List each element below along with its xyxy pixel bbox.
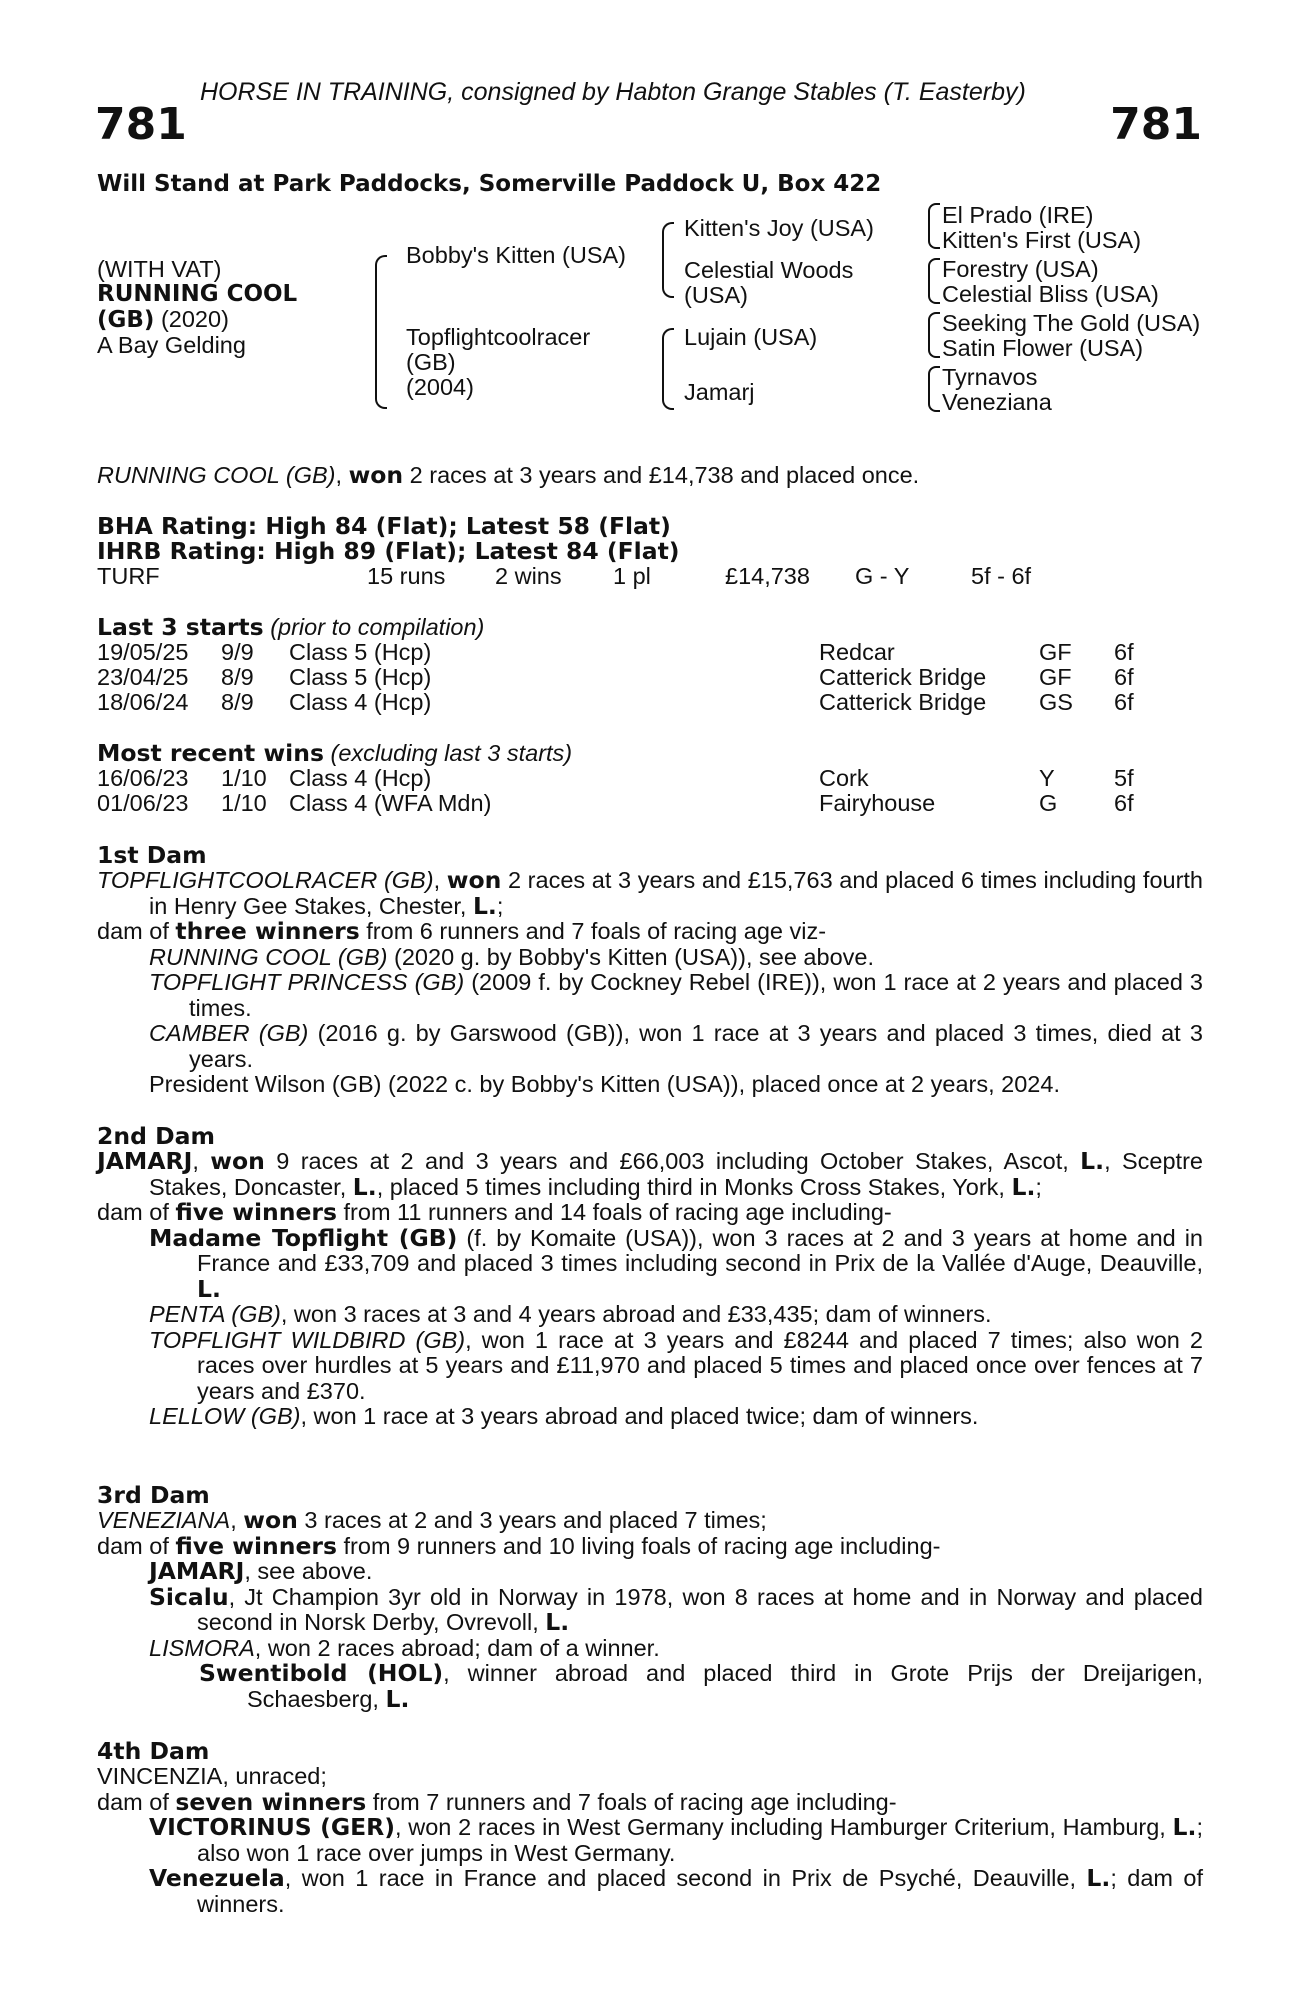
- dam3-section: [97, 1508, 1203, 1712]
- dam3-text: 3 races at 2 and 3 years and placed 7 times;: [297, 1507, 767, 1533]
- race-date: 01/06/23: [97, 790, 189, 816]
- progeny-text: (2020 g. by Bobby's Kitten (USA)), see above.: [387, 943, 874, 970]
- race-class: Class 4 (Hcp): [289, 765, 432, 791]
- ihrb-rating: IHRB Rating: High 89 (Flat); Latest 84 (Flat): [97, 537, 680, 565]
- horse-name: RUNNING COOL: [97, 281, 298, 307]
- progeny-entry: [97, 1021, 1203, 1072]
- progeny-text: , Jt Champion 3yr old in Norway in 1978, won 8 races at home and in Norway and placed second in Norsk Derby, Ovrevoll,: [197, 1583, 1203, 1635]
- listed-marker: L.: [1172, 1813, 1197, 1841]
- summary-text: 2 races at 3 years and £14,738 and placed once.: [403, 462, 920, 488]
- dam3-heading: 3rd Dam: [97, 1481, 210, 1509]
- progeny-text: , won 2 races abroad; dam of a winner.: [254, 1634, 660, 1661]
- pedigree-dam-line: Topflightcoolracer: [406, 324, 591, 350]
- dam2-text: , Sceptre Stakes, Doncaster,: [149, 1148, 1203, 1200]
- pedigree-brace-main: [375, 255, 387, 409]
- progeny-entry: [97, 970, 1203, 1021]
- progeny-entry: [97, 1302, 1203, 1328]
- dam-of-pre: dam of: [97, 1532, 176, 1559]
- progeny-text: , winner abroad and placed third in Grote Prijs der Dreijarigen, Schaesberg,: [247, 1660, 1203, 1712]
- race-class: Class 5 (Hcp): [289, 664, 432, 690]
- pedigree-dam-line: (GB): [406, 349, 456, 375]
- progeny-text: ; also won 1 race over jumps in West Germany.: [197, 1814, 1203, 1866]
- race-position: 9/9: [221, 639, 254, 665]
- dam2-record: JAMARJ, won 9 races at 2 and 3 years and £66,003 including October Stakes, Ascot, L., Sceptre Stakes, Doncaster, L., placed 5 times including third in Monks Cross Stakes, York, L.;: [97, 1147, 1203, 1201]
- dam2-section: [97, 1149, 1203, 1430]
- dam2-end: ;: [1035, 1173, 1042, 1200]
- listed-marker: L.: [352, 1172, 377, 1201]
- race-distance: 6f: [1114, 689, 1134, 715]
- dam1-name: TOPFLIGHTCOOLRACER (GB): [97, 867, 434, 893]
- pedigree-brace-sire: [662, 222, 674, 298]
- pedigree-line: El Prado (IRE): [942, 202, 1094, 228]
- horse-year: (2020): [154, 306, 229, 332]
- turf-going: G - Y: [855, 563, 910, 589]
- pedigree-gen3-c: [942, 311, 1200, 361]
- stand-location: Will Stand at Park Paddocks, Somerville Paddock U, Box 422: [97, 171, 882, 197]
- dam3-dam-of: [97, 1531, 1203, 1560]
- pedigree-brace-dam: [662, 328, 674, 410]
- progeny-name: Madame Topflight (GB): [149, 1223, 458, 1252]
- listed-marker: L.: [545, 1608, 570, 1636]
- pedigree-sire-sire: Kitten's Joy (USA): [684, 215, 874, 241]
- lot-number-left: 781: [95, 99, 187, 150]
- progeny-text: , won 1 race at 3 years and £8244 and placed 7 times; also won 2 races over hurdles at 5 years and £11,970 and placed 5 times and placed once over fences at 7 years and £370.: [197, 1326, 1204, 1404]
- race-course: Fairyhouse: [819, 790, 936, 816]
- race-going: GS: [1039, 689, 1073, 715]
- dam2-dam-of: [97, 1200, 1203, 1226]
- dam3-won: won: [243, 1506, 298, 1534]
- turf-placed: 1 pl: [613, 563, 651, 589]
- header-title: HORSE IN TRAINING, consigned by Habton Grange Stables (T. Easterby): [200, 78, 1026, 106]
- race-class: Class 4 (WFA Mdn): [289, 790, 492, 816]
- race-position: 1/10: [221, 765, 267, 791]
- pedigree-brace-g1: [928, 203, 940, 249]
- pedigree-sire-dam: [684, 258, 853, 308]
- race-course: Catterick Bridge: [819, 689, 987, 715]
- recent-wins-heading: [97, 741, 572, 767]
- summary-name: RUNNING COOL (GB): [97, 462, 336, 488]
- progeny-entry: [97, 1636, 1203, 1662]
- dam2-text: , placed 5 times including third in Monks Cross Stakes, York,: [376, 1173, 1012, 1200]
- dam3-name: VENEZIANA: [97, 1507, 231, 1533]
- dam-of-post: from 7 runners and 7 foals of racing age including-: [366, 1788, 897, 1815]
- race-going: Y: [1039, 765, 1055, 791]
- pedigree-brace-g3: [928, 312, 940, 358]
- progeny-name: LELLOW (GB): [149, 1403, 301, 1429]
- progeny-text: (2009 f. by Cockney Rebel (IRE)), won 1 race at 2 years and placed 3 times.: [189, 969, 1203, 1021]
- race-position: 8/9: [221, 664, 254, 690]
- last3-title: Last 3 starts: [97, 613, 264, 641]
- progeny-entry: [97, 1582, 1203, 1636]
- turf-earnings: £14,738: [725, 563, 810, 589]
- race-distance: 6f: [1114, 790, 1134, 816]
- pedigree-line: Veneziana: [942, 389, 1052, 415]
- dam4-section: [97, 1764, 1203, 1917]
- dam2-heading: 2nd Dam: [97, 1122, 215, 1150]
- dam-of-pre: dam of: [97, 1788, 176, 1815]
- race-course: Cork: [819, 765, 869, 791]
- turf-distance: 5f - 6f: [971, 563, 1032, 589]
- progeny-text: , won 3 races at 3 and 4 years abroad and £33,435; dam of winners.: [280, 1301, 992, 1327]
- pedigree-dam-dam: Jamarj: [684, 379, 755, 405]
- listed-marker: L.: [1080, 1147, 1105, 1175]
- pedigree-line: Tyrnavos: [942, 364, 1038, 390]
- pedigree-sire: Bobby's Kitten (USA): [406, 242, 626, 268]
- race-distance: 6f: [1114, 639, 1134, 665]
- pedigree-line: (USA): [684, 282, 748, 308]
- race-going: GF: [1039, 639, 1072, 665]
- progeny-name: JAMARJ: [149, 1557, 245, 1585]
- dam-of-post: from 6 runners and 7 foals of racing age viz-: [359, 918, 827, 944]
- progeny-name: VICTORINUS (GER): [149, 1813, 395, 1841]
- turf-wins: 2 wins: [495, 563, 562, 589]
- dam2-won: won: [210, 1147, 265, 1175]
- dam1-section: [97, 868, 1203, 1098]
- race-class: Class 4 (Hcp): [289, 689, 432, 715]
- dam4-dam-of: [97, 1787, 1203, 1816]
- race-date: 16/06/23: [97, 765, 189, 791]
- race-going: GF: [1039, 664, 1072, 690]
- race-course: Redcar: [819, 639, 895, 665]
- progeny-name: Sicalu: [149, 1582, 229, 1611]
- progeny-text: , won 1 race in France and placed second in Prix de Psyché, Deauville,: [284, 1865, 1087, 1891]
- last3-heading: [97, 615, 484, 641]
- listed-marker: L.: [385, 1684, 410, 1713]
- progeny-name: CAMBER (GB): [149, 1020, 309, 1046]
- bha-rating: BHA Rating: High 84 (Flat); Latest 58 (Flat): [97, 512, 671, 540]
- dam1-dam-of: [97, 919, 1203, 945]
- race-date: 23/04/25: [97, 664, 189, 690]
- progeny-name: Swentibold (HOL): [199, 1659, 444, 1687]
- dam1-won: won: [446, 866, 502, 894]
- pedigree-line: Satin Flower (USA): [942, 335, 1144, 361]
- progeny-entry: [97, 1072, 1203, 1098]
- progeny-entry: [97, 1404, 1203, 1430]
- progeny-text: (2016 g. by Garswood (GB)), won 1 race at 3 years and placed 3 times, died at 3 years.: [189, 1020, 1203, 1072]
- dam2-text: 9 races at 2 and 3 years and £66,003 including October Stakes, Ascot,: [264, 1148, 1081, 1174]
- progeny-entry: [97, 1866, 1203, 1917]
- progeny-text: ; dam of winners.: [197, 1865, 1203, 1917]
- recent-title: Most recent wins: [97, 739, 324, 767]
- race-distance: 6f: [1114, 664, 1134, 690]
- progeny-name: TOPFLIGHT WILDBIRD (GB): [149, 1326, 466, 1353]
- progeny-text: President Wilson (GB) (2022 c. by Bobby's Kitten (USA)), placed once at 2 years, 2024.: [149, 1071, 1060, 1097]
- progeny-name: TOPFLIGHT PRINCESS (GB): [149, 969, 465, 995]
- dam-of-winners: five winners: [175, 1198, 337, 1226]
- race-date: 18/06/24: [97, 689, 189, 715]
- progeny-text: , won 1 race at 3 years abroad and placed twice; dam of winners.: [300, 1403, 979, 1429]
- lot-number-right: 781: [1110, 99, 1202, 150]
- dam-of-pre: dam of: [97, 918, 176, 944]
- race-summary: RUNNING COOL (GB), won 2 races at 3 years and £14,738 and placed once.: [97, 461, 920, 489]
- progeny-text: , see above.: [244, 1558, 373, 1584]
- progeny-text: (f. by Komaite (USA)), won 3 races at 2 and 3 years at home and in France and £33,709 and placed 3 times including second in Prix de la Vallée d'Auge, Deauville,: [197, 1224, 1203, 1276]
- progeny-entry: [97, 1559, 1203, 1585]
- pedigree-brace-g2: [928, 258, 940, 304]
- progeny-entry: [97, 945, 1203, 971]
- recent-note: (excluding last 3 starts): [323, 740, 573, 766]
- dam1-end: ;: [496, 892, 504, 919]
- dam4-record: VINCENZIA, unraced;: [97, 1763, 327, 1789]
- progeny-entry: [97, 1328, 1203, 1405]
- progeny-name: RUNNING COOL (GB): [149, 943, 388, 970]
- race-distance: 5f: [1114, 765, 1134, 791]
- dam2-name: JAMARJ: [97, 1147, 193, 1175]
- horse-origin: (GB): [97, 307, 155, 333]
- pedigree-gen3-b: [942, 257, 1159, 307]
- race-going: G: [1039, 790, 1058, 816]
- race-course: Catterick Bridge: [819, 664, 987, 690]
- last3-note: (prior to compilation): [263, 614, 485, 640]
- dam-of-pre: dam of: [97, 1199, 176, 1225]
- dam1-text: 2 races at 3 years and £15,763 and placed 6 times including fourth in Henry Gee Stakes, Chester,: [149, 867, 1204, 919]
- progeny-name: Venezuela: [149, 1864, 285, 1892]
- race-class: Class 5 (Hcp): [289, 639, 432, 665]
- dam1-record: TOPFLIGHTCOOLRACER (GB), won 2 races at 3 years and £15,763 and placed 6 times including fourth in Henry Gee Stakes, Chester, L.;: [97, 866, 1204, 920]
- pedigree-dam-sire: Lujain (USA): [684, 324, 818, 350]
- race-position: 1/10: [221, 790, 267, 816]
- listed-marker: L.: [1011, 1172, 1036, 1201]
- progeny-name: LISMORA: [149, 1634, 255, 1661]
- pedigree-dam: [406, 325, 590, 400]
- pedigree-line: Seeking The Gold (USA): [942, 310, 1201, 336]
- progeny-text: , won 2 races in West Germany including Hamburger Criterium, Hamburg,: [395, 1814, 1173, 1840]
- progeny-entry: [97, 1223, 1203, 1303]
- dam1-heading: 1st Dam: [97, 841, 207, 869]
- race-position: 8/9: [221, 689, 254, 715]
- turf-label: TURF: [97, 563, 160, 589]
- pedigree-gen3-a: [942, 203, 1141, 253]
- horse-description: A Bay Gelding: [97, 332, 246, 358]
- horse-info: [97, 257, 297, 358]
- listed-marker: L.: [472, 891, 497, 920]
- pedigree-line: Celestial Bliss (USA): [942, 281, 1159, 307]
- progeny-entry: [97, 1815, 1203, 1866]
- vat-note: (WITH VAT): [97, 256, 222, 282]
- dam4-heading: 4th Dam: [97, 1737, 210, 1765]
- progeny-entry: [97, 1661, 1203, 1712]
- dam-of-winners: three winners: [175, 917, 360, 945]
- pedigree-dam-line: (2004): [406, 374, 474, 400]
- pedigree-line: Forestry (USA): [942, 256, 1099, 282]
- pedigree-brace-g4: [928, 366, 940, 412]
- progeny-name: PENTA (GB): [149, 1301, 281, 1327]
- summary-won: won: [348, 461, 404, 489]
- listed-marker: L.: [197, 1274, 221, 1303]
- race-date: 19/05/25: [97, 639, 189, 665]
- dam-of-post: from 9 runners and 10 living foals of racing age including-: [336, 1532, 941, 1559]
- dam3-record: VENEZIANA, won 3 races at 2 and 3 years and placed 7 times;: [97, 1506, 767, 1534]
- pedigree-line: Celestial Woods: [684, 257, 854, 283]
- dam-of-winners: seven winners: [175, 1787, 367, 1816]
- dam-of-winners: five winners: [175, 1531, 337, 1560]
- dam-of-post: from 11 runners and 14 foals of racing age including-: [336, 1199, 892, 1225]
- turf-runs: 15 runs: [367, 563, 446, 589]
- pedigree-gen3-d: [942, 365, 1052, 415]
- pedigree-line: Kitten's First (USA): [942, 227, 1142, 253]
- listed-marker: L.: [1086, 1864, 1111, 1892]
